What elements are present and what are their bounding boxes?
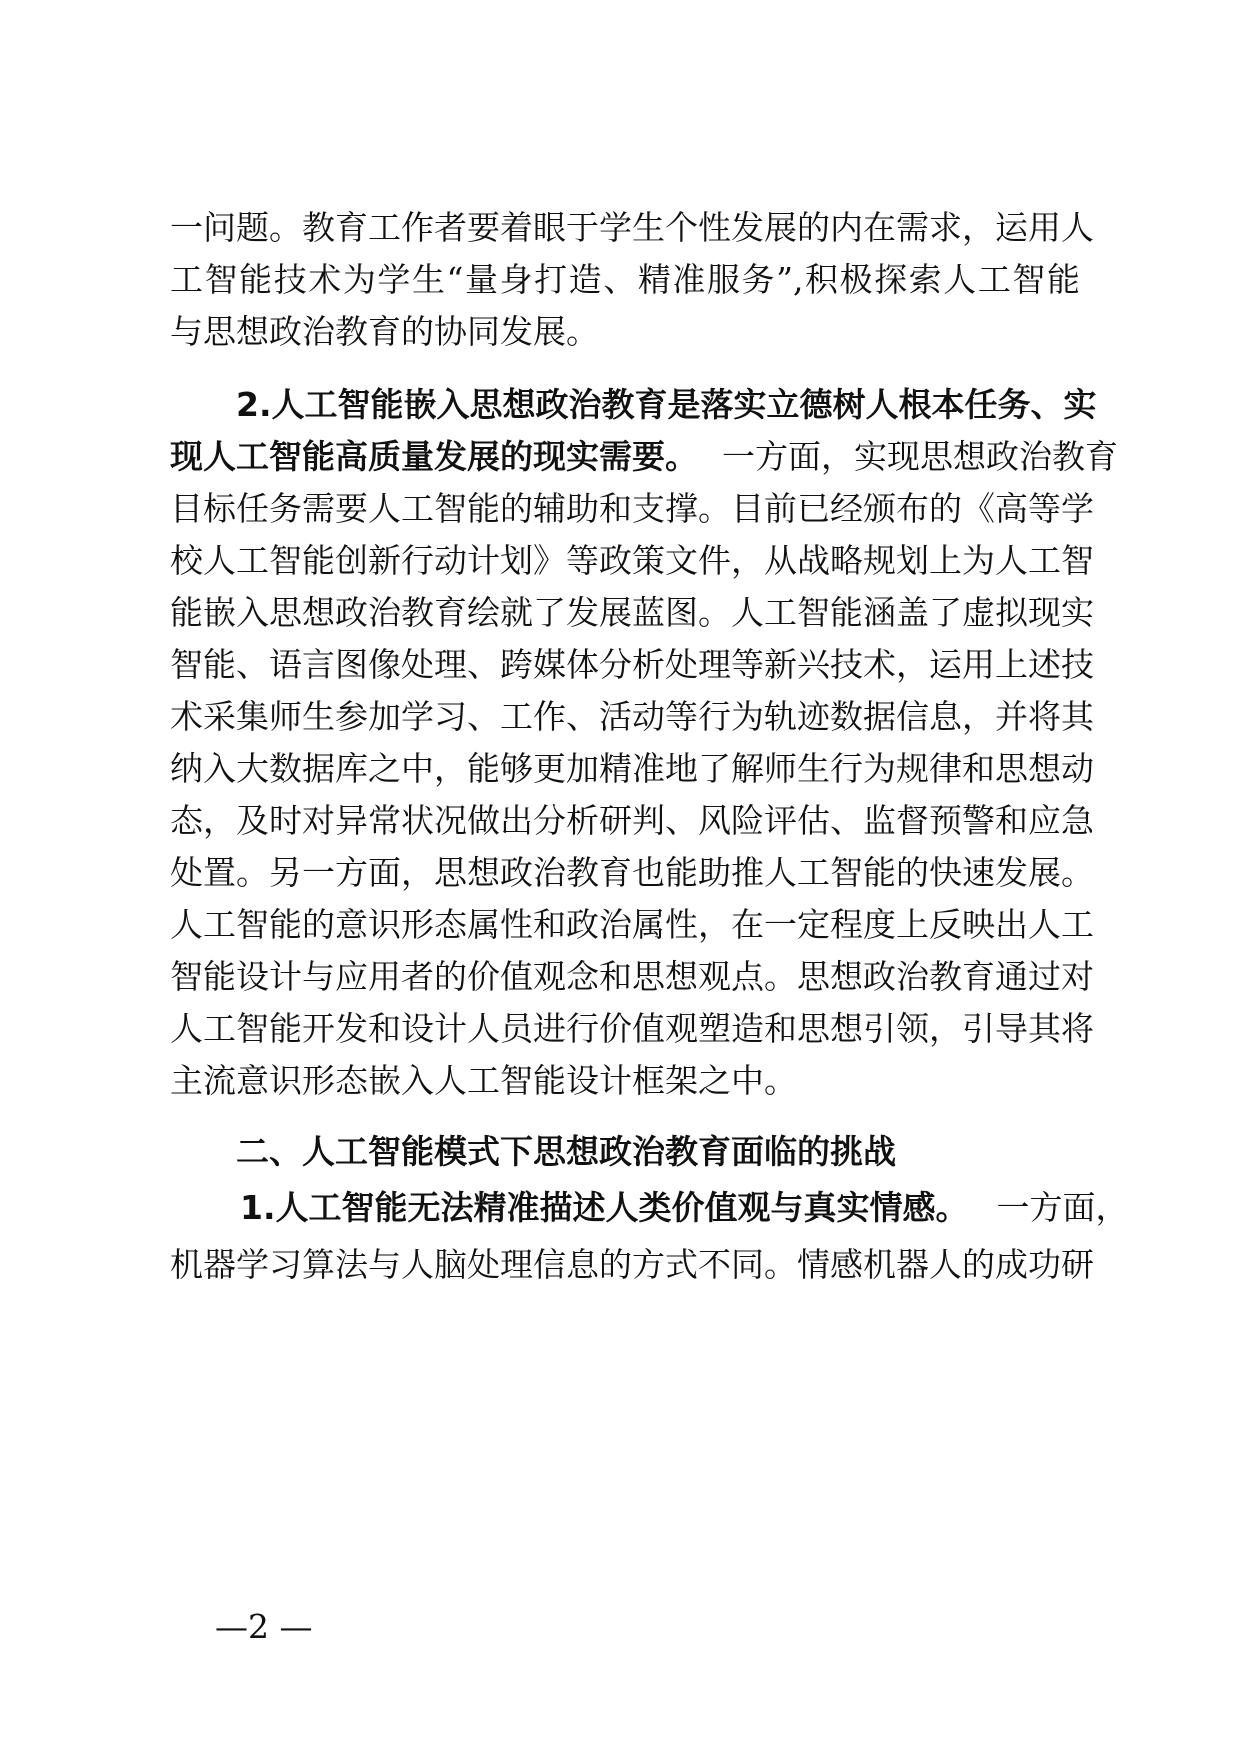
paragraph-2-bold-line-1: 2.人工智能嵌入思想政治教育是落实立德树人根本任务、实: [236, 385, 1097, 424]
paragraph-3-line-1: [240, 1188, 1129, 1228]
section-heading: 二、人工智能模式下思想政治教育面临的挑战: [236, 1132, 896, 1171]
paragraph-2-line-4: 校人工智能创新行动计划》等政策文件，从战略规划上为人工智: [170, 541, 1094, 580]
paragraph-1-line-2: 工智能技术为学生“量身打造、精准服务”,积极探索人工智能: [170, 260, 1080, 299]
paragraph-2-line-8: 纳入大数据库之中，能够更加精准地了解师生行为规律和思想动: [170, 749, 1094, 788]
page-number: —2 —: [215, 1607, 313, 1646]
paragraph-2-line-13: 人工智能开发和设计人员进行价值观塑造和思想引领，引导其将: [170, 1009, 1094, 1048]
paragraph-2-line-6: 智能、语言图像处理、跨媒体分析处理等新兴技术，运用上述技: [170, 645, 1094, 684]
paragraph-2-line-3: 目标任务需要人工智能的辅助和支撑。目前已经颁布的《高等学: [170, 489, 1094, 528]
paragraph-1-line-1: 一问题。教育工作者要着眼于学生个性发展的内在需求，运用人: [170, 208, 1094, 247]
paragraph-2-line-11: 人工智能的意识形态属性和政治属性，在一定程度上反映出人工: [170, 905, 1094, 944]
paragraph-3-bold-lead: 1.人工智能无法精准描述人类价值观与真实情感。: [240, 1188, 969, 1227]
paragraph-3-line-2: 机器学习算法与人脑处理信息的方式不同。情感机器人的成功研: [170, 1245, 1094, 1284]
paragraph-2-line-12: 智能设计与应用者的价值观念和思想观点。思想政治教育通过对: [170, 957, 1094, 996]
paragraph-2-line-9: 态，及时对异常状况做出分析研判、风险评估、监督预警和应急: [170, 801, 1094, 840]
paragraph-2-line-5: 能嵌入思想政治教育绘就了发展蓝图。人工智能涵盖了虚拟现实: [170, 593, 1094, 632]
paragraph-2-line-2-rest: 一方面，实现思想政治教育: [722, 437, 1118, 476]
paragraph-2-bold-lead: 现人工智能高质量发展的现实需要。: [170, 437, 698, 476]
paragraph-2-line-7: 术采集师生参加学习、工作、活动等行为轨迹数据信息，并将其: [170, 697, 1094, 736]
paragraph-2-line-2: [170, 437, 1118, 477]
paragraph-3-line-1-rest: 一方面，: [996, 1188, 1129, 1227]
paragraph-2-line-10: 处置。另一方面，思想政治教育也能助推人工智能的快速发展。: [170, 853, 1094, 892]
paragraph-2-line-14: 主流意识形态嵌入人工智能设计框架之中。: [170, 1061, 797, 1100]
paragraph-1-line-3: 与思想政治教育的协同发展。: [170, 312, 599, 351]
